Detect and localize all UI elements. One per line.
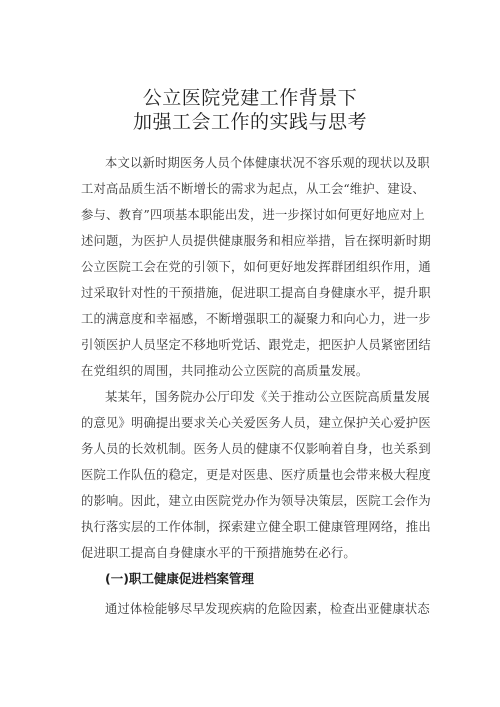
paragraph-1-line: 工对高品质生活不断增长的需求为起点，从工会“维护、建设、 xyxy=(81,182,425,196)
paragraph-2-line: 的意见》明确提出要求关心关爱医务人员，建立保护关心爱护医 xyxy=(81,416,431,430)
paragraph-1-line: 述问题，为医护人员提供健康服务和相应举措，旨在探明新时期 xyxy=(81,234,431,248)
paragraph-1-line: 工的满意度和幸福感，不断增强职工的凝聚力和向心力，进一步 xyxy=(81,312,431,326)
paragraph-3-line: 通过体检能够尽早发现疾病的危险因素，检查出亚健康状态 xyxy=(105,602,430,616)
paragraph-2-line: 的影响。因此，建立由医院党办作为领导决策层，医院工会作为 xyxy=(81,494,431,508)
paragraph-2-line: 某某年，国务院办公厅印发《关于推动公立医院高质量发展 xyxy=(105,390,430,404)
paragraph-1-line: 公立医院工会在党的引领下，如何更好地发挥群团组织作用，通 xyxy=(81,260,431,274)
paragraph-2-line: 务人员的长效机制。医务人员的健康不仅影响着自身，也关系到 xyxy=(81,442,431,456)
paragraph-2-line: 促进职工提高自身健康水平的干预措施势在必行。 xyxy=(81,546,356,560)
paragraph-1-line: 引领医护人员坚定不移地听党话、跟党走，把医护人员紧密团结 xyxy=(81,338,431,352)
paragraph-2-line: 执行落实层的工作体制，探索建立健全职工健康管理网络，推出 xyxy=(81,520,431,534)
paragraph-1-line: 在党组织的周围，共同推动公立医院的高质量发展。 xyxy=(81,364,369,378)
paragraph-1-line: 本文以新时期医务人员个体健康状况不容乐观的现状以及职 xyxy=(105,156,430,170)
paragraph-1-line: 过采取针对性的干预措施，促进职工提高自身健康水平，提升职 xyxy=(81,286,431,300)
document-title-line-1: 公立医院党建工作背景下 xyxy=(142,87,358,109)
paragraph-2-line: 医院工作队伍的稳定，更是对医患、医疗质量也会带来极大程度 xyxy=(81,468,431,482)
document-title-line-2: 加强工会工作的实践与思考 xyxy=(132,111,367,133)
paragraph-1-line: 参与、教育”四项基本职能出发，进一步探讨如何更好地应对上 xyxy=(81,208,425,222)
section-heading: (一)职工健康促进档案管理 xyxy=(105,571,254,586)
